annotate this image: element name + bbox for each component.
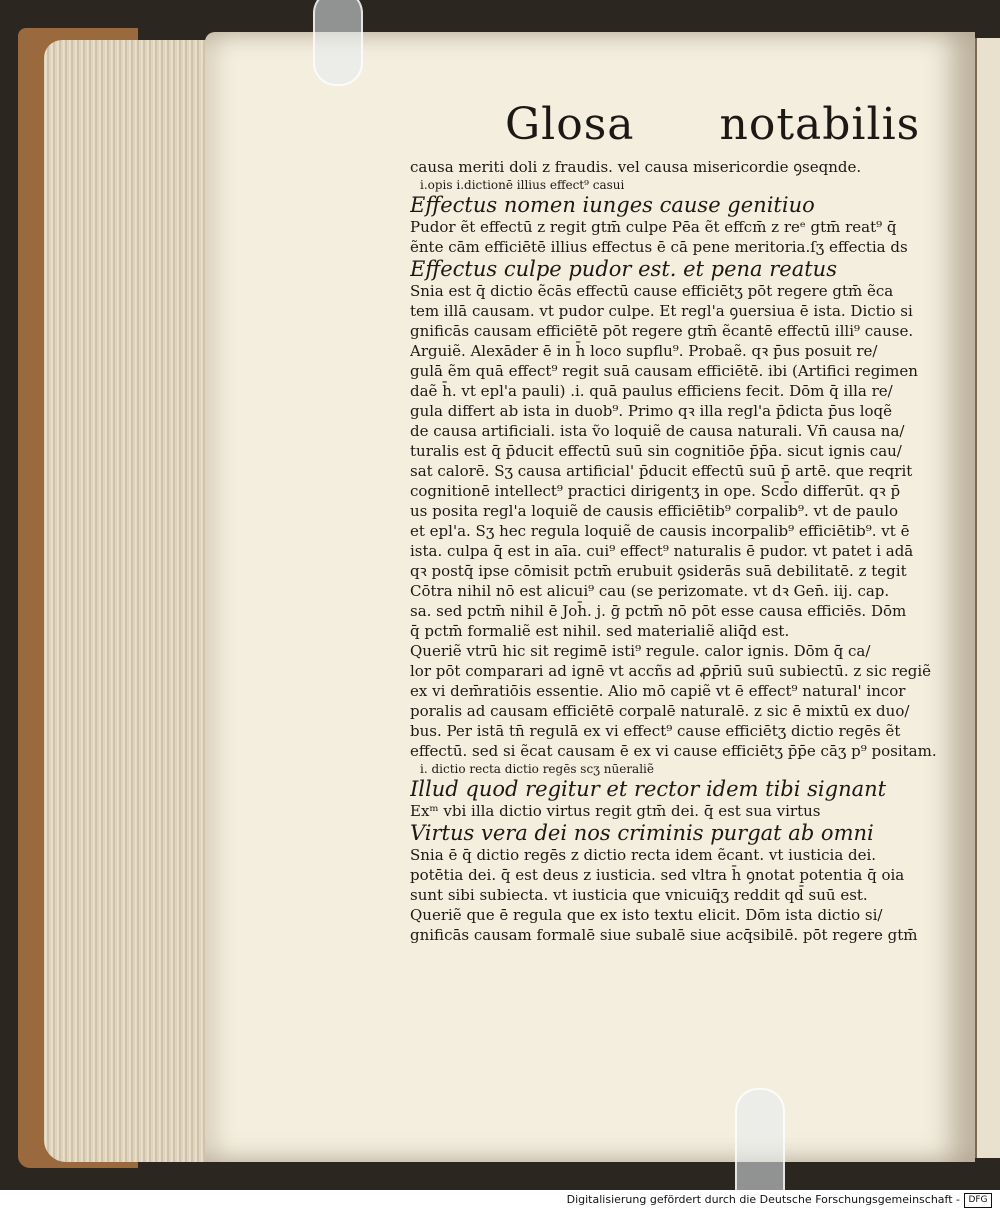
text-line: gnificās causam formalē siue subalē siue acq̄sibilē. pōt regere gtm̄	[410, 926, 918, 944]
text-line: ex vi dem̄ratiōis essentie. Alio mō capiẽ vt ē effect⁹ natural' incor	[410, 682, 906, 700]
text-lines	[410, 157, 955, 945]
gloss-line: i.opis i.dictionē illius effect⁹ casui	[420, 178, 625, 192]
dfg-logo: DFG	[964, 1193, 992, 1208]
text-line: Snia est q̄ dictio ẽcās effectū cause efficiētʒ pōt regere gtm̄ ẽca	[410, 282, 894, 300]
text-line: gulā ẽm quā effect⁹ regit suā causam efficiētē. ibi (Artifici regimen	[410, 362, 918, 380]
text-line: potētia dei. q̄ est deus z iusticia. sed vltra h̄ ꝯnotat potentia q̄ oia	[410, 866, 905, 884]
facing-page	[975, 38, 1000, 1158]
text-line: cognitionē intellect⁹ practici dirigentʒ in ope. Scd̄o differūt. qꝛ p̄	[410, 482, 901, 500]
verse-line: Effectus nomen iunges cause genitiuo	[410, 193, 815, 217]
text-line: daẽ h̄. vt epl'a pauli) .i. quā paulus efficiens fecit. Dōm q̄ illa re/	[410, 382, 893, 400]
page-clip-top	[313, 0, 363, 86]
text-line: q̄ pctm̄ formaliẽ est nihil. sed materialiẽ aliq̄d est.	[410, 622, 790, 640]
text-line: et epl'a. Sʒ hec regula loquiẽ de causis incorpalib⁹ efficiētib⁹. vt ē	[410, 522, 910, 540]
text-line: Queriẽ que ē regula que ex isto textu elicit. Dōm ista dictio si/	[410, 906, 883, 924]
text-line: poralis ad causam efficiētē corpalē naturalē. z sic ē mixtū ex duo/	[410, 702, 910, 720]
text-line: ista. culpa q̄ est in aīa. cui⁹ effect⁹ naturalis ē pudor. vt patet i adā	[410, 542, 914, 560]
text-line: gula differt ab ista in duob⁹. Primo qꝛ illa regl'a p̄dicta p̄us loqẽ	[410, 402, 893, 420]
page-text	[410, 95, 955, 945]
text-line: causa meriti doli z fraudis. vel causa misericordie ꝯseqnde.	[410, 158, 862, 176]
text-line: Arguiẽ. Alexāder ē in h̄ loco supflu⁹. Probaẽ. qꝛ p̄us posuit re/	[410, 342, 878, 360]
text-line: Snia ē q̄ dictio regēs z dictio recta idem ẽcant. vt iusticia dei.	[410, 846, 877, 864]
text-line: effectū. sed si ẽcat causam ē ex vi cause efficiētʒ p̄p̄e cāʒ p⁹ positam.	[410, 742, 937, 760]
text-line: Exᵐ vbi illa dictio virtus regit gtm̄ dei. q̄ est sua virtus	[410, 802, 821, 820]
text-line: turalis est q̄ p̄ducit effectū suū sin cognitiōe p̄p̄a. sicut ignis cau/	[410, 442, 902, 460]
text-line: de causa artificiali. ista ṽo loquiẽ de causa naturali. Vn̄ causa na/	[410, 422, 905, 440]
text-line: Cōtra nihil nō est alicui⁹ cau (se perizomate. vt dꝛ Gen̄. iij. cap.	[410, 582, 890, 600]
text-line: qꝛ postq̄ ipse cōmisit pctm̄ erubuit ꝯsiderās suā debilitatē. z tegit	[410, 562, 907, 580]
text-line: tem illā causam. vt pudor culpe. Et regl'a ꝯuersiua ē ista. Dictio si	[410, 302, 913, 320]
footer-credit: Digitalisierung gefördert durch die Deutsche Forschungsgemeinschaft -	[566, 1193, 960, 1206]
gloss-line: i. dictio recta dictio regēs scʒ nūeraliẽ	[420, 762, 654, 776]
text-line: bus. Per istā tn̄ regulā ex vi effect⁹ cause efficiētʒ dictio regēs ẽt	[410, 722, 901, 740]
footer-bar	[0, 1190, 1000, 1211]
text-line: gnificās causam efficiētē pōt regere gtm̄ ẽcantē effectū illi⁹ cause.	[410, 322, 914, 340]
text-line: sunt sibi subiecta. vt iusticia que vnicuiq̄ʒ reddit qd̄ suū est.	[410, 886, 868, 904]
page-clip-bottom	[735, 1088, 785, 1190]
verse-line: Effectus culpe pudor est. et pena reatus	[410, 257, 837, 281]
verse-line: Virtus vera dei nos criminis purgat ab omni	[410, 821, 874, 845]
text-line: sa. sed pctm̄ nihil ē Joh̄. j. ḡ pctm̄ nō pōt esse causa efficiēs. Dōm	[410, 602, 907, 620]
text-line: sat calorē. Sʒ causa artificial' p̄ducit effectū suū p̄ artē. que reqrit	[410, 462, 913, 480]
text-line: ẽnte cām efficiētē illius effectus ē cā pene meritoria.ſʒ effectia ds	[410, 238, 908, 256]
text-line: Queriẽ vtrū hic sit regimē isti⁹ regule. calor ignis. Dōm q̄ ca/	[410, 642, 871, 660]
text-line: us posita regl'a loquiẽ de causis efficiētib⁹ corpalib⁹. vt de paulo	[410, 502, 899, 520]
text-line: Pudor ẽt effectū z regit gtm̄ culpe Pēa ẽt effcm̄ z reᵉ gtm̄ reat⁹ q̄	[410, 218, 897, 236]
verse-line: Illud quod regitur et rector idem tibi signant	[410, 777, 887, 801]
text-line: lor pōt comparari ad ignē vt accñs ad ꝓp̄riū suū subiectū. z sic regiẽ	[410, 662, 932, 680]
page-heading: Glosa notabilis	[505, 99, 921, 150]
page-edges	[44, 40, 214, 1162]
